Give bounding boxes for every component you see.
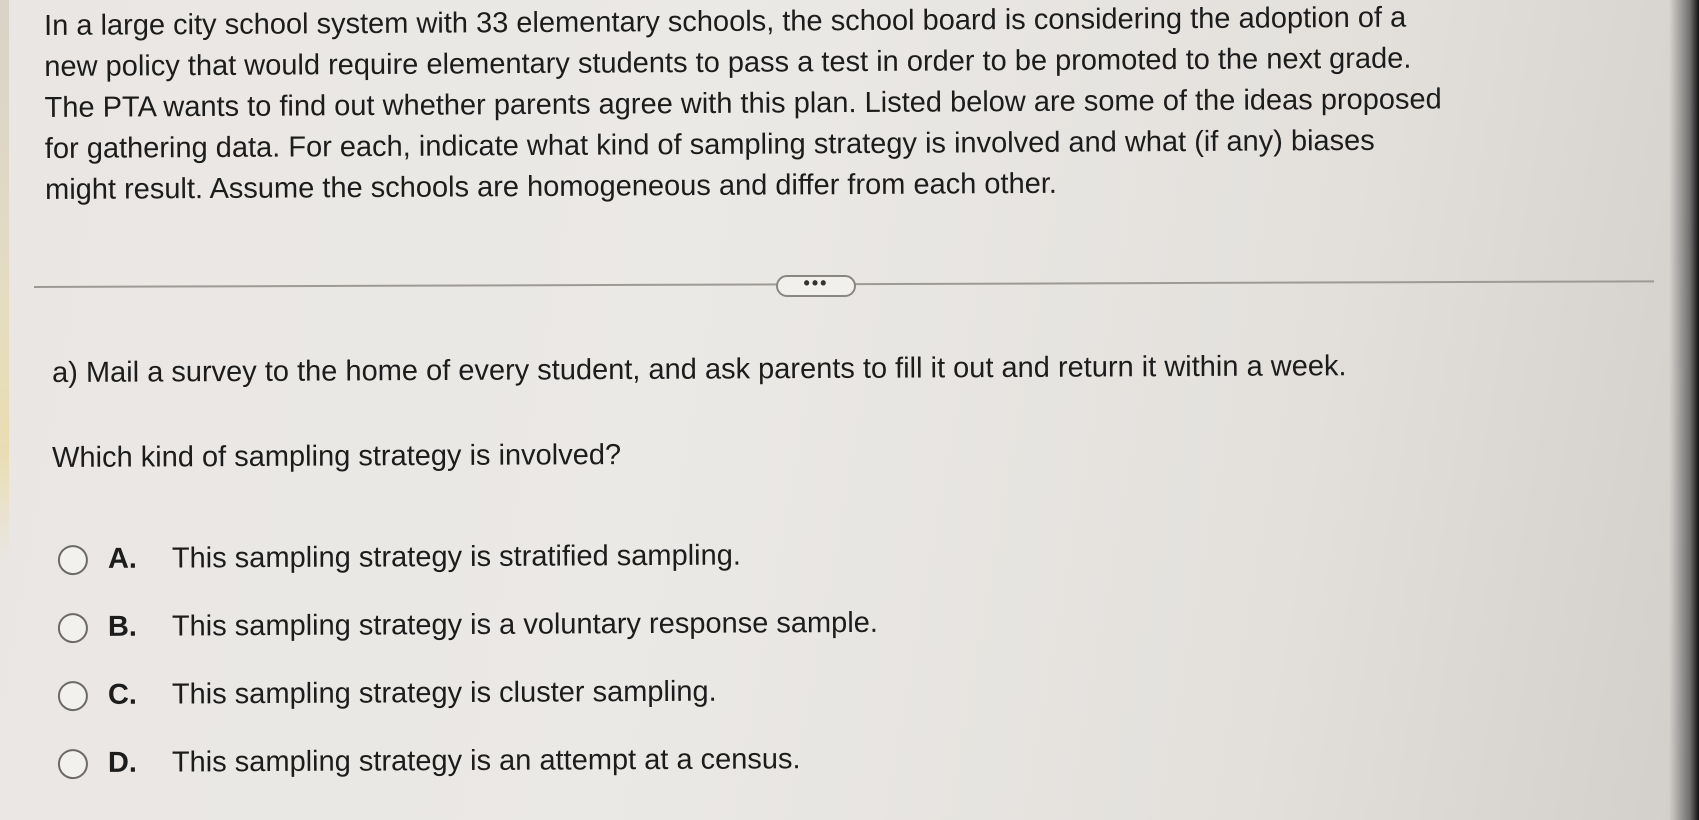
problem-line: new policy that would require elementary students to pass a test in order to be promoted to the next grade. bbox=[44, 42, 1412, 83]
screen-edge-shadow bbox=[1669, 0, 1699, 820]
option-letter: A. bbox=[107, 542, 138, 575]
option-text: This sampling strategy is an attempt at a census. bbox=[171, 743, 801, 779]
problem-line: The PTA wants to find out whether parents agree with this plan. Listed below are some of the ideas proposed bbox=[44, 83, 1442, 124]
option-letter: D. bbox=[107, 746, 138, 779]
answer-options bbox=[58, 538, 1258, 810]
option-a[interactable] bbox=[58, 535, 1258, 609]
option-c[interactable] bbox=[58, 671, 1258, 745]
problem-statement bbox=[44, 0, 1665, 211]
option-letter: C. bbox=[107, 678, 138, 711]
option-text: This sampling strategy is a voluntary response sample. bbox=[171, 606, 878, 643]
left-accent-bar bbox=[0, 0, 9, 560]
option-b[interactable] bbox=[58, 603, 1258, 677]
question-prompt: Which kind of sampling strategy is involved? bbox=[52, 439, 622, 474]
problem-line: for gathering data. For each, indicate what kind of sampling strategy is involved and what (if any) biases bbox=[44, 124, 1375, 165]
problem-line: might result. Assume the schools are homogeneous and differ from each other. bbox=[45, 167, 1058, 206]
option-text: This sampling strategy is stratified sampling. bbox=[171, 539, 741, 575]
radio-button-icon[interactable] bbox=[58, 613, 88, 643]
option-text: This sampling strategy is cluster sampling. bbox=[171, 675, 717, 711]
radio-button-icon[interactable] bbox=[58, 749, 88, 779]
option-d[interactable] bbox=[58, 739, 1258, 813]
expand-more-button[interactable]: ••• bbox=[776, 275, 856, 297]
radio-button-icon[interactable] bbox=[58, 545, 88, 575]
radio-button-icon[interactable] bbox=[58, 681, 88, 711]
problem-line: In a large city school system with 33 elementary schools, the school board is considering the adoption of a bbox=[44, 1, 1407, 42]
option-letter: B. bbox=[107, 610, 138, 643]
question-part-a: a) Mail a survey to the home of every student, and ask parents to fill it out and return it within a week. bbox=[52, 350, 1347, 389]
